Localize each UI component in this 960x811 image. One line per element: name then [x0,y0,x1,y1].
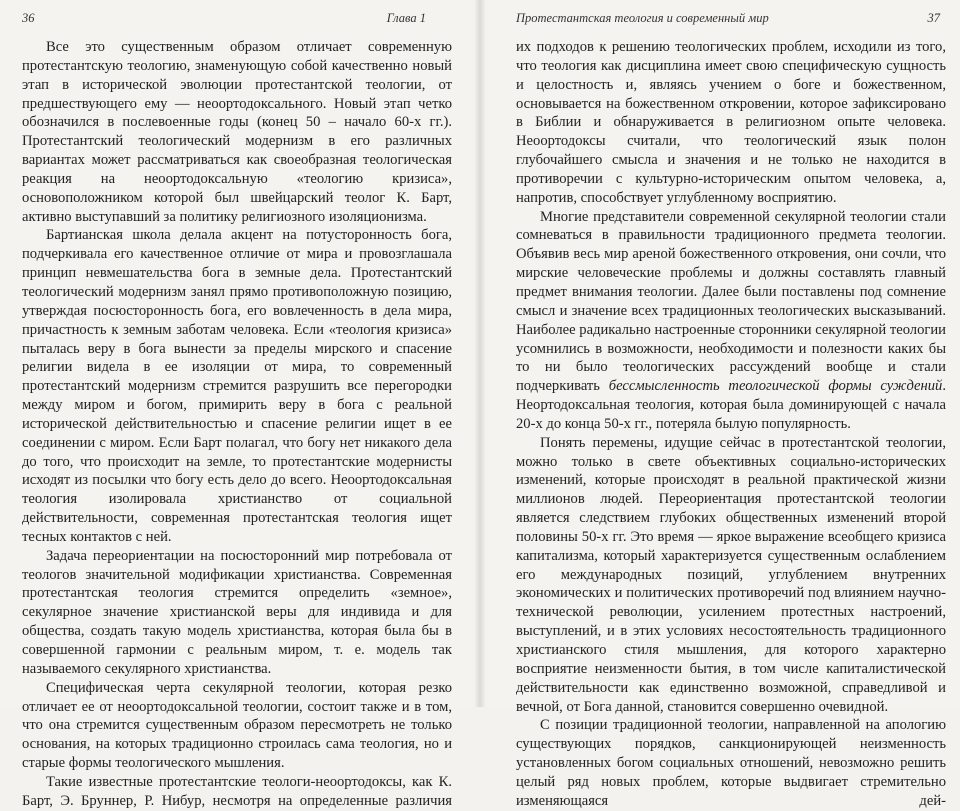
paragraph: Бартианская школа делала акцент на потусторонность бога, подчеркивала его качественное отличие от мира и провозглашала принцип невмешательства бога в земные дела. Протестантский теологический модернизм занял прямо противоположную позицию, утверждая посюсторонность бога, его вовлеченность в дела мира, причастность к земным заботам человека. Если «теология кризиса» пыталась веру в бога вынести за пределы мирского и спасение религии видела в ее изоляции от мира, то современный протестантский модернизм стремится разрушить все перегородки между миром и богом, примирить веру в бога с реальной исторической действительностью и спасение религии ищет в ее соединении с миром. Если Барт полагал, что богу нет никакого дела до того, что происходит на земле, то протестантские модернисты исходят из посылки что богу есть дело до всего. Неоортодоксальная теология изолировала христианство от социальной действительности, современная протестантская теология ищет тесных контактов с ней. [22,227,452,545]
paragraph: Понять перемены, идущие сейчас в протестантской теологии, можно только в свете объективных социально-исторических изменений, которые происходят в реальной практической жизни миллионов людей. Переориентация протестантской теологии является следствием глубоких общественных изменений второй половины 50-х гг. Это время — яркое выражение всеобщего кризиса капитализма, который характеризуется существенным ослаблением его международных позиций, углублением внутренних экономических и политических противоречий под влиянием научно-технической революции, усилением протестных настроений, выступлений, и в этих условиях несостоятельность традиционного христианского стиля мышления, для которого характерно восприятие неизменности бытия, в том числе капиталистической действительности как единственно возможной, справедливой и вечной, от Бога данной, становится совершенно очевидной. [516,434,946,715]
paragraph: Специфическая черта секулярной теологии, которая резко отличает ее от неоортодоксальной теологии, состоит также и в том, что она стремится существенным образом пересмотреть не только основания, на которых традиционно строилась сама теология, но и старые формы теологического мышления. [22,679,452,772]
book-gutter [474,0,486,707]
left-page-body [22,38,452,811]
italic-emphasis: бессмысленность теологической формы суждений [608,378,943,395]
paragraph [516,208,946,434]
right-running-head: Протестантская теология и современный мир [516,11,769,25]
left-page-number: 36 [22,11,35,25]
paragraph-text: Многие представители современной секулярной теологии стали сомневаться в правильности традиционного предмета теологии. Объявив весь мир ареной божественного откровения, они сочли, что мирские человеческие проблемы и должны составлять главный предмет внимания теологии. Далее были поставлены под сомнение смысл и значение всех традиционных теологических высказываний. Наиболее радикально настроенные сторонники секулярной теологии усомнились в возможности, необходимости и полезности каких бы то ни было теологических рассуждений вообще и стали подчеркивать [516,208,946,395]
left-running-head: Глава 1 [386,11,426,25]
paragraph: Задача переориентации на посюсторонний мир потребовала от теологов значительной модификации христианства. Современная протестантская теология стремится определить «земное», секулярное значение христианской веры для индивида и для общества, создать такую модель христианства, которая была бы в совершенной гармонии с реальным миром, т. е. модель так называемого секулярного христианства. [22,547,452,677]
right-page-body [516,38,946,811]
paragraph: Такие известные протестантские теологи-неоортодоксы, как К. Барт, Э. Бруннер, Р. Нибур, несмотря на определенные различия [22,773,452,809]
right-page-number: 37 [927,11,940,25]
paragraph-text: . Неортодоксальная теология, которая была доминирующей с начала 20-х до конца 50-х гг., потеряла былую популярность. [516,378,946,432]
left-page [0,0,480,809]
paragraph-continued: их подходов к решению теологических проблем, исходили из того, что теология как дисциплина имеет свою специфическую сущность и целостность и, являясь учением о боге и божественном, основывается на божественном откровении, которое зафиксировано в Библии и обнаруживается в религиозном опыте человека. Неоортодоксы считали, что теологический язык полон глубочайшего смысла и значения и не только не находится в противоречии с культурно-историческим опытом человека, а, напротив, способствует углубленному восприятию. [516,39,946,206]
right-page [480,0,960,809]
paragraph: С позиции традиционной теологии, направленной на апологию существующих порядков, санкционирующей неизменность установленных богом социальных отношений, невозможно решить целый ряд новых проблем, которые выдвигает стремительно изменяющаяся дей- [516,717,946,809]
paragraph: Все это существенным образом отличает современную протестантскую теологию, знаменующую собой качественно новый этап в исторической эволюции протестантской теологии, от предшествующего ему — неоортодоксального. Новый этап четко обозначился в послевоенные годы (конец 50 – начало 60-х гг.). Протестантский теологический модернизм в его различных вариантах может рассматриваться как своеобразная теологическая реакция на неоортодоксальную «теологию кризиса», основоположником которой был швейцарский теолог К. Барт, активно выступавший за политику религиозного изоляционизма. [22,39,452,225]
